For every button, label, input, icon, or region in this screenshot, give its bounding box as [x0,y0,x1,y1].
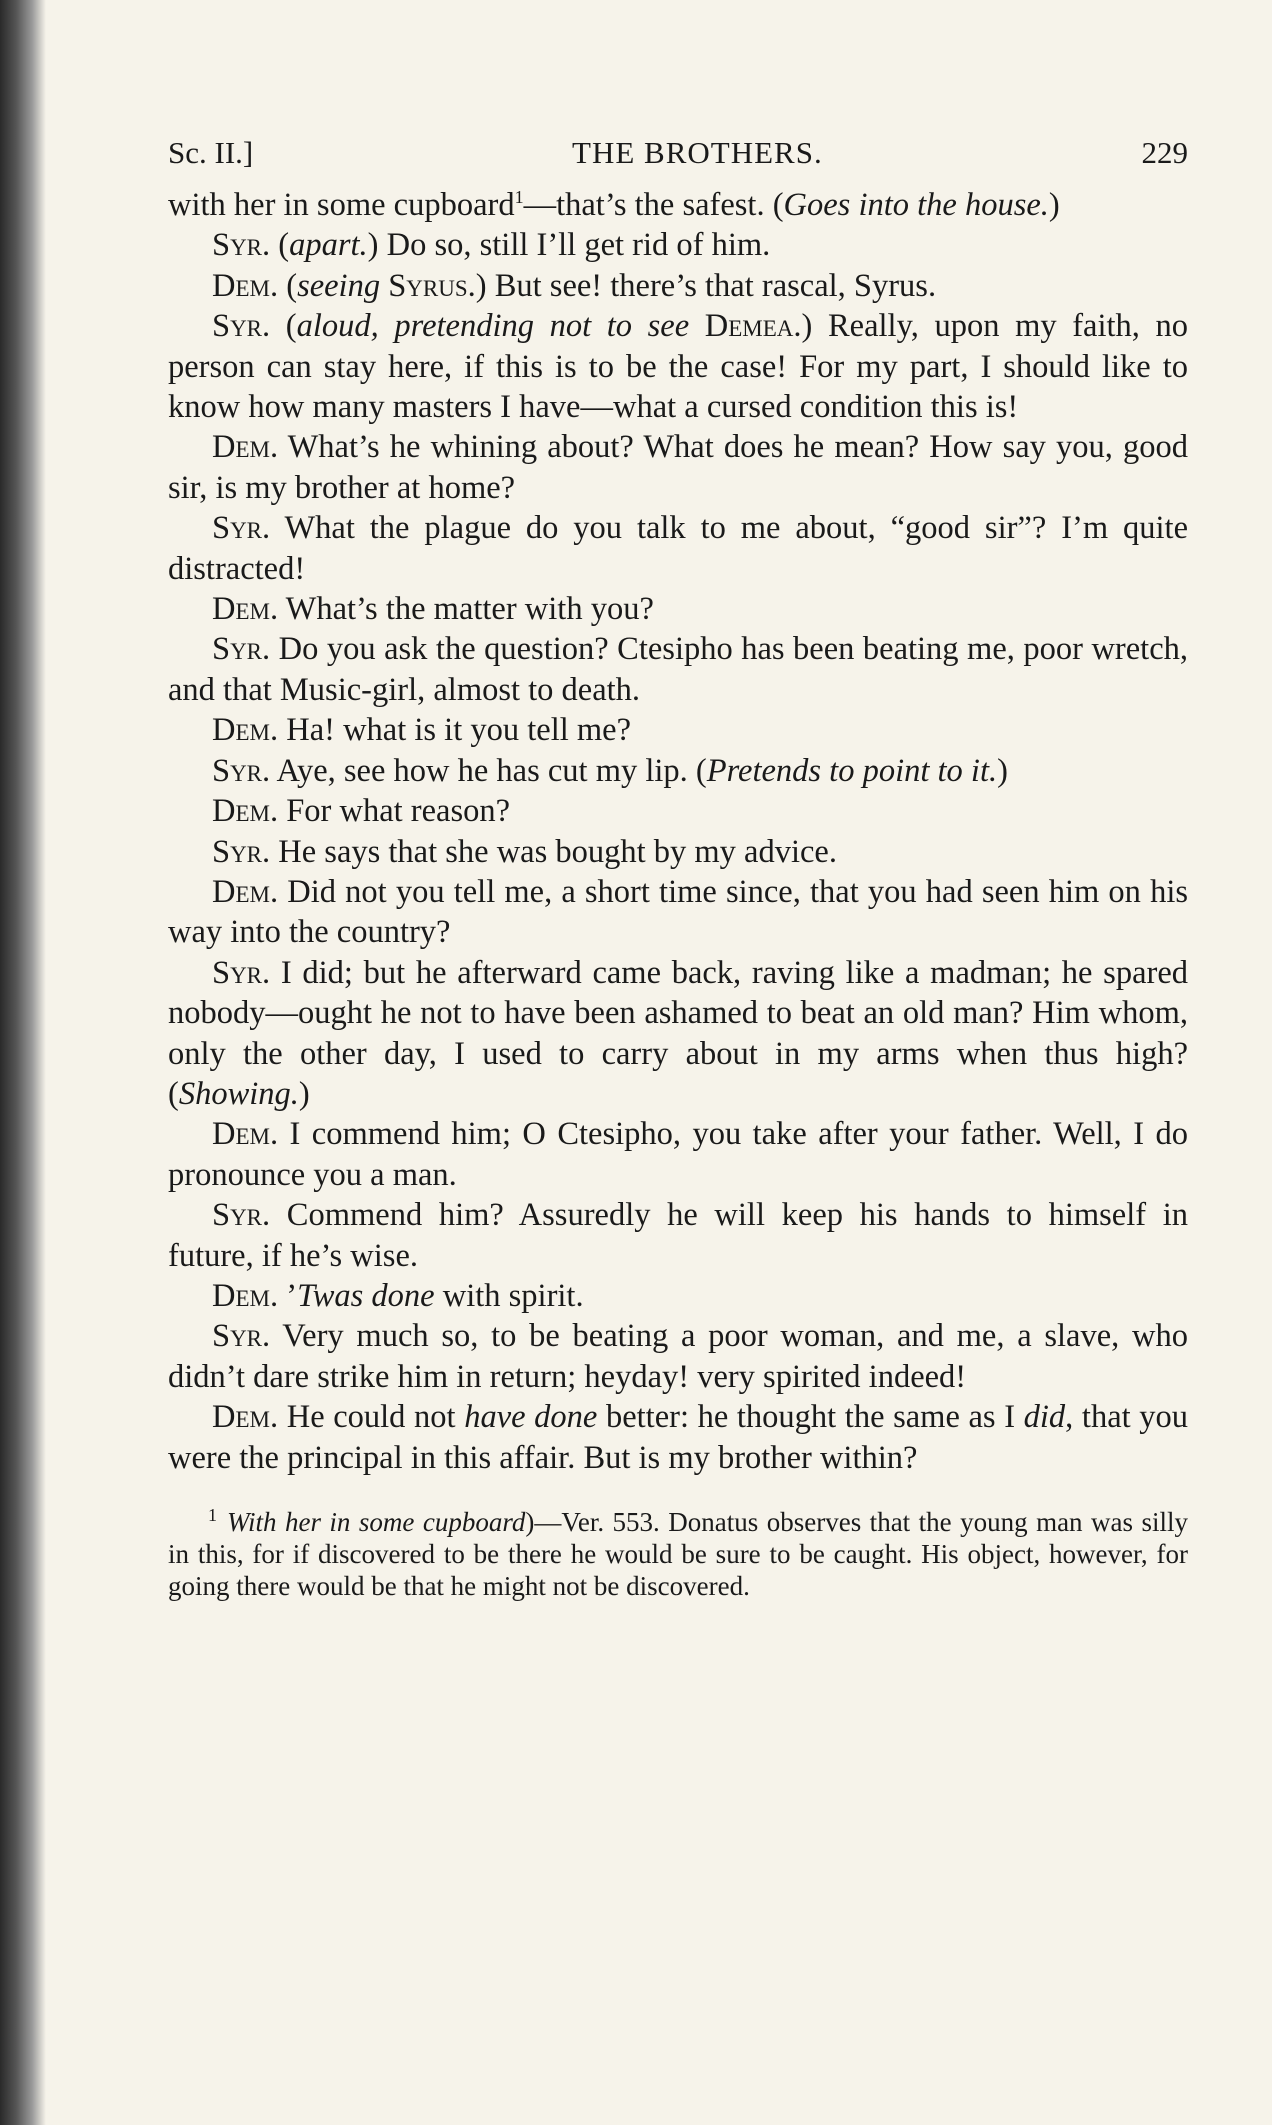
speaker-name: Dem. [212,873,279,910]
dialogue-paragraph [168,1276,1188,1316]
text-run: ( [270,308,297,345]
dialogue-paragraph [168,427,1188,508]
italic-text: aloud, pretending not to see [296,308,690,345]
speaker-name: Dem. [212,793,279,830]
italic-text: Showing. [178,1075,299,1112]
page-binding-edge [0,0,46,2125]
text-run: Aye, see how he has cut my lip. ( [270,752,707,789]
text-run: )—Ver. 553. Donatus observes that the young man was silly in this, for if discovered to be there he would be sure to be caught. His object, however, for going there would be that he might not be discovered. [168,1507,1188,1601]
dialogue-paragraph [168,710,1188,750]
text-run: ) Really, upon my faith, no person can stay here, if this is to be the case! For my part, I should like to know how many masters I have—what a cursed condition this is! [168,308,1189,426]
text-run: Do you ask the question? Ctesipho has been beating me, poor wretch, and that Music-girl, almost to death. [168,631,1188,708]
text-run: ) [997,752,1008,789]
text-run: ) [298,1075,310,1112]
speaker-name: Dem. [212,1399,279,1436]
running-head [168,135,1188,171]
speaker-name: Syr. [212,1318,271,1355]
text-run: ) Do so, still I’ll get rid of him. [367,227,771,264]
speaker-name: Syrus. [388,267,476,304]
page-title: THE BROTHERS. [572,135,823,170]
text-run: , that you were the principal in this affair. But is my brother within? [168,1399,1189,1476]
speaker-name: Demea. [704,308,802,345]
text-run: Ha! what is it you tell me? [278,712,632,749]
text-run: —that’s the safest. ( [523,187,784,223]
text-run: ( [278,267,298,304]
book-page [168,135,1188,1602]
dialogue-paragraph [168,306,1188,427]
speaker-name: Syr. [212,227,271,264]
dialogue-paragraph [168,1397,1188,1478]
speaker-name: Syr. [212,954,271,991]
speaker-name: Syr. [212,833,271,870]
speaker-name: Dem. [212,1277,279,1314]
speaker-name: Dem. [212,267,279,304]
dialogue-paragraph [168,832,1188,872]
dialogue-paragraph [168,1195,1188,1276]
italic-text: seeing [297,267,381,304]
italic-text: did [1023,1399,1066,1436]
text-run [380,268,388,304]
text-run: Very much so, to be beating a poor woman, and me, a slave, who didn’t dare strike him in return; heyday! very spirited indeed! [168,1318,1188,1395]
speaker-name: Dem. [212,591,279,628]
dialogue-paragraph [168,751,1188,791]
italic-text: have done [464,1399,598,1436]
text-run: ) But see! there’s that rascal, Syrus. [475,267,937,304]
dialogue-paragraph [168,872,1188,953]
dialogue-paragraph [168,225,1188,265]
text-run: better: he thought the same as I [597,1399,1024,1436]
dialogue-paragraph [168,791,1188,831]
page-number: 229 [1141,135,1188,170]
italic-text: apart. [289,227,368,264]
italic-text: Twas done [297,1277,435,1314]
footnote-paragraph [168,1506,1188,1602]
text-run: ( [270,227,290,264]
speaker-name: Syr. [212,752,271,789]
dialogue-paragraph [168,508,1188,589]
text-run: Commend him? Assuredly he will keep his hands to himself in future, if he’s wise. [168,1197,1188,1274]
text-run: ) [1048,187,1060,223]
speaker-name: Syr. [212,1197,271,1234]
scene-marker: Sc. II.] [168,135,254,170]
text-run: with her in some cupboard [168,187,515,223]
dialogue-paragraph [168,589,1188,629]
text-run: He says that she was bought by my advice. [270,833,837,870]
dialogue-text [168,185,1188,1478]
dialogue-paragraph [168,629,1188,710]
speaker-name: Syr. [212,308,271,345]
footnote-number: 1 [208,1505,217,1525]
dialogue-paragraph [168,953,1188,1115]
footnote-ref: 1 [514,187,524,208]
text-run: ’ [278,1277,298,1314]
text-run: He could not [278,1399,465,1436]
dialogue-paragraph [168,1114,1188,1195]
speaker-name: Dem. [212,712,279,749]
dialogue-paragraph [168,1316,1188,1397]
text-run: What’s he whining about? What does he mean? How say you, good sir, is my brother at home? [168,429,1188,506]
dialogue-paragraph [168,185,1188,225]
text-run: I did; but he afterward came back, raving like a madman; he spared nobody—ought he not to have been ashamed to beat an old man? Him whom, only the other day, I used to carry about in my arms when thus high? ( [168,954,1188,1112]
text-run: For what reason? [278,793,511,830]
speaker-name: Dem. [212,1116,279,1153]
text-run: Did not you tell me, a short time since, that you had seen him on his way into the country? [168,873,1188,951]
text-run: I commend him; O Ctesipho, you take after your father. Well, I do pronounce you a man. [168,1116,1188,1193]
speaker-name: Syr. [212,510,271,547]
italic-text: Pretends to point to it. [706,752,998,789]
dialogue-paragraph [168,266,1188,306]
speaker-name: Dem. [212,429,279,466]
footnote [168,1506,1188,1602]
text-run: What the plague do you talk to me about, “good sir”? I’m quite distracted! [168,510,1188,587]
italic-text: With her in some cupboard [227,1507,526,1537]
speaker-name: Syr. [212,631,271,668]
text-run: What’s the matter with you? [278,591,654,628]
italic-text: Goes into the house. [783,187,1049,223]
text-run: with spirit. [434,1277,584,1314]
text-run [689,308,705,344]
